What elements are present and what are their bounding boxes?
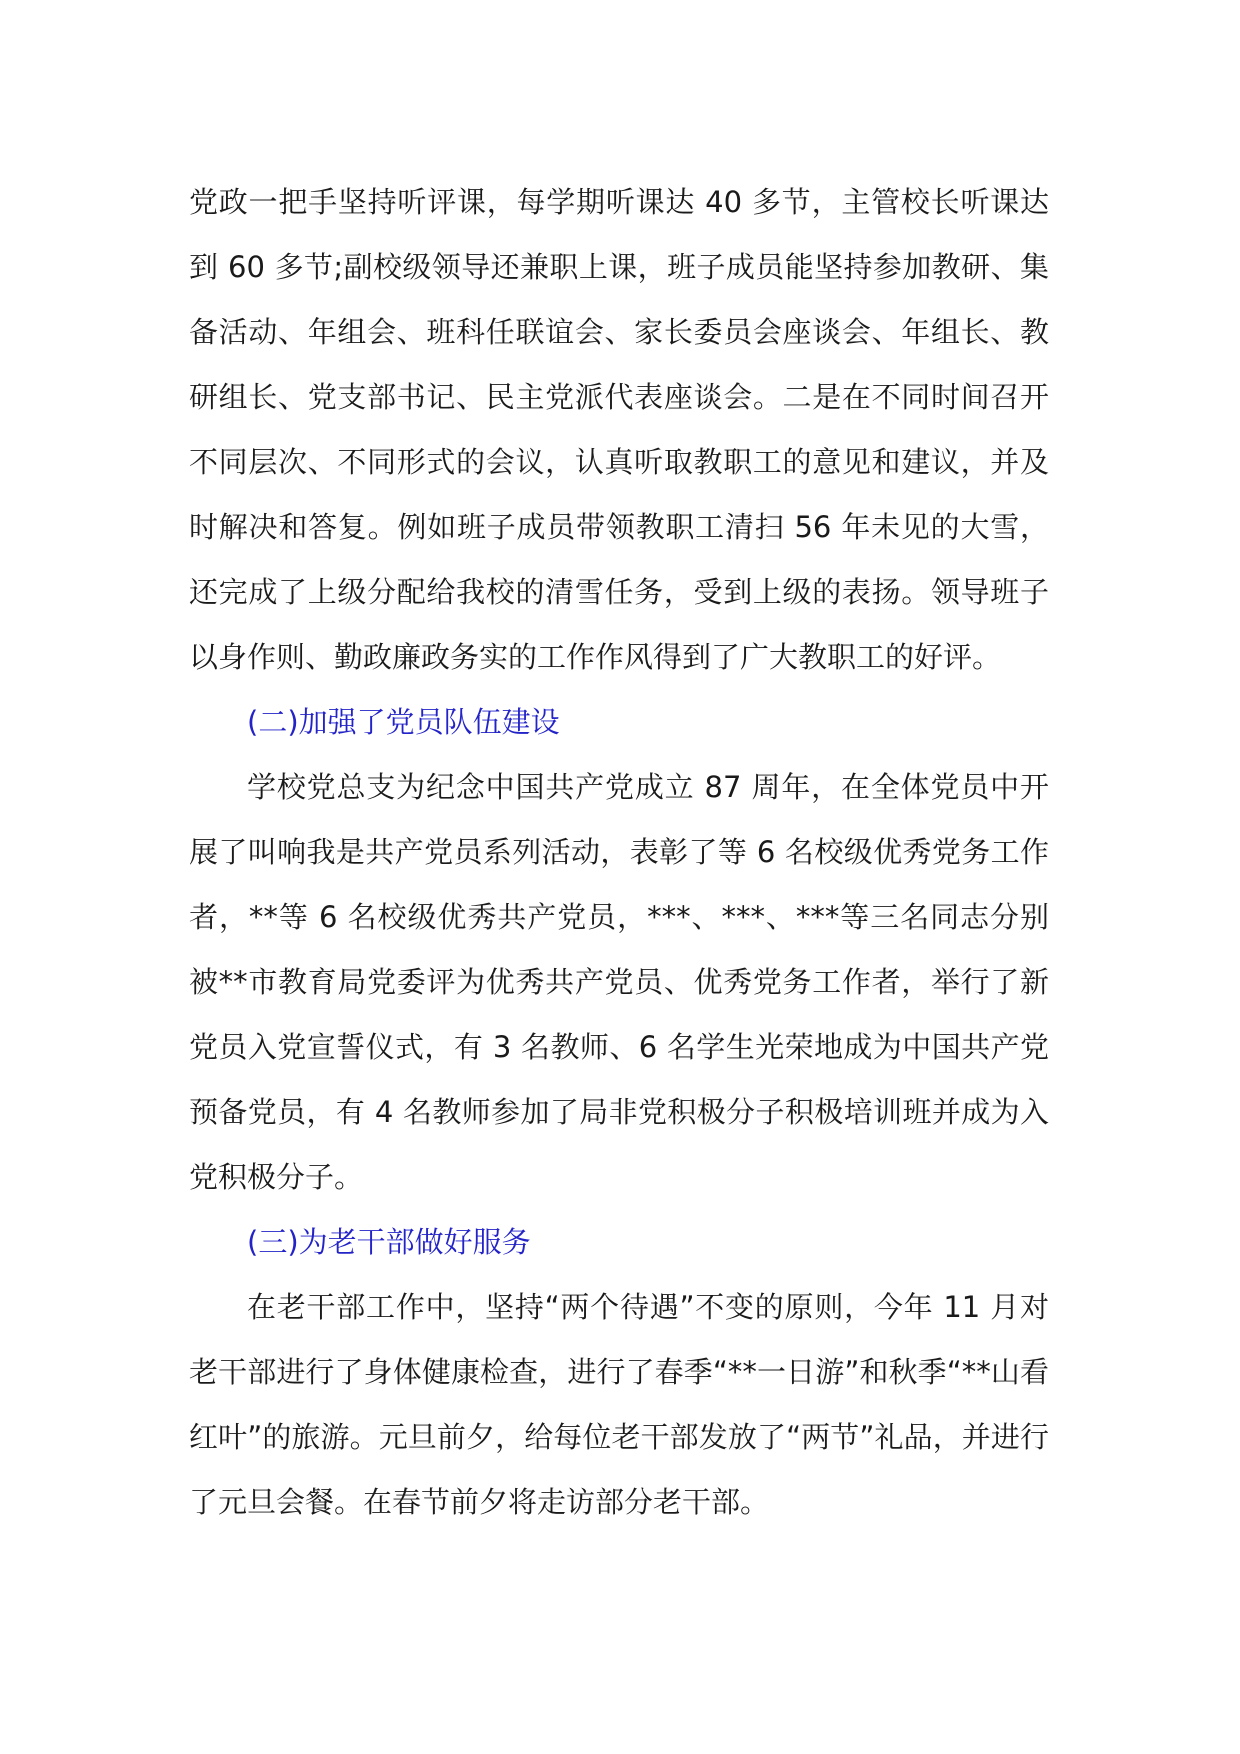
section-heading-party-members: (二)加强了党员队伍建设 [247, 705, 560, 739]
section-heading-retired-cadres: (三)为老干部做好服务 [247, 1225, 531, 1259]
paragraph-party-members: 学校党总支为纪念中国共产党成立 87 周年，在全体党员中开展了叫响我是共产党员系列活动，表彰了等 6 名校级优秀党务工作者，**等 6 名校级优秀共产党员，***、***、***等三名同志分别被**市教育局党委评为优秀共产党员、优秀党务工作者，举行了新党员入党宣誓仪式，有 3 名教师、6 名学生光荣地成为中国共产党预备党员，有 4 名教师参加了局非党积极分子积极培训班并成为入党积极分子。 [189, 770, 1049, 1194]
document-body [189, 170, 1049, 1535]
paragraph-retired-cadres: 在老干部工作中，坚持“两个待遇”不变的原则，今年 11 月对老干部进行了身体健康检查，进行了春季“**一日游”和秋季“**山看红叶”的旅游。元旦前夕，给每位老干部发放了“两节”礼品，并进行了元旦会餐。在春节前夕将走访部分老干部。 [189, 1290, 1049, 1519]
paragraph-leadership-work: 党政一把手坚持听评课，每学期听课达 40 多节，主管校长听课达到 60 多节;副校级领导还兼职上课，班子成员能坚持参加教研、集备活动、年组会、班科任联谊会、家长委员会座谈会、年组长、教研组长、党支部书记、民主党派代表座谈会。二是在不同时间召开不同层次、不同形式的会议，认真听取教职工的意见和建议，并及时解决和答复。例如班子成员带领教职工清扫 56 年未见的大雪，还完成了上级分配给我校的清雪任务，受到上级的表扬。领导班子以身作则、勤政廉政务实的工作作风得到了广大教职工的好评。 [189, 185, 1049, 674]
